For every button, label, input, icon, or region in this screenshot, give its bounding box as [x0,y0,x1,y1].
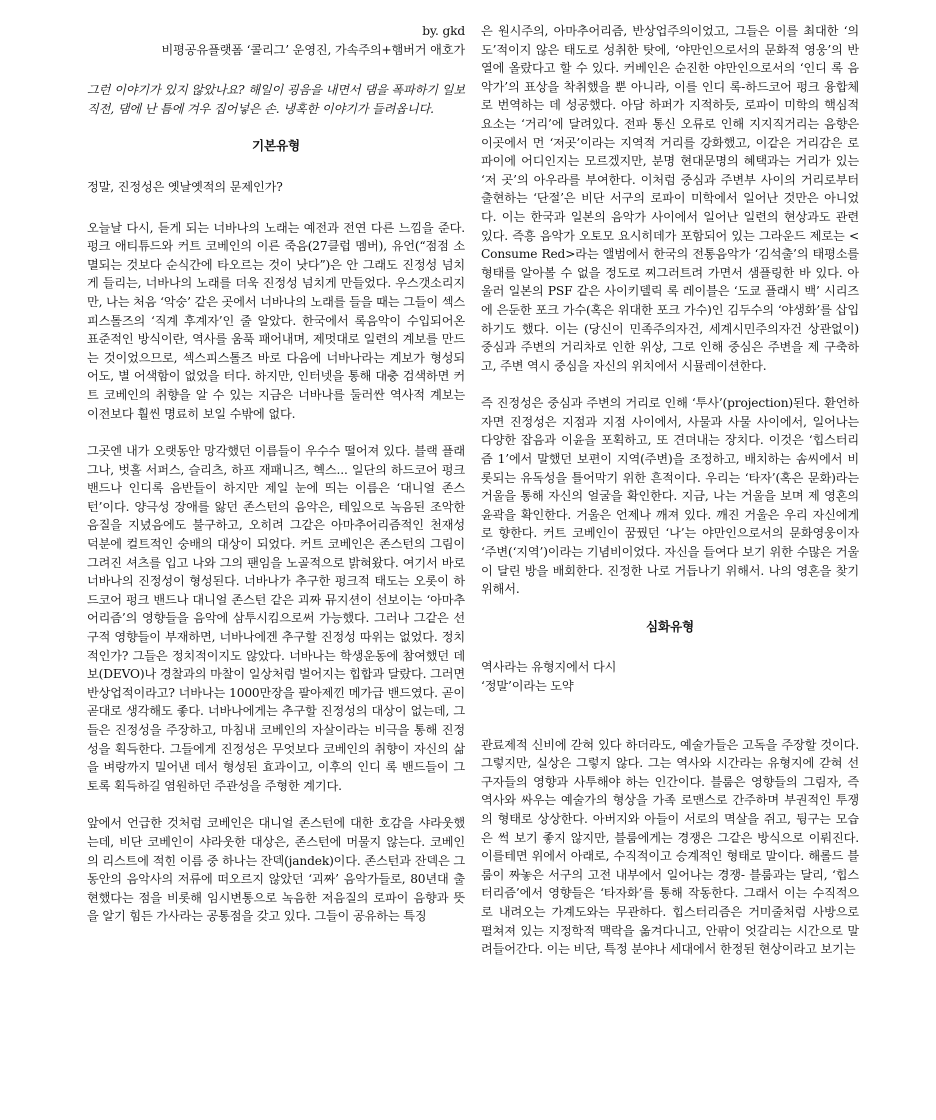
paragraph: 그곳엔 내가 오랫동안 망각했던 이름들이 우수수 떨어져 있다. 블랙 플래그나, 벗홀 서퍼스, 슬리츠, 하프 재패니즈, 혝스... 일단의 하드코어 펑크 밴드나 인디록 음반들이 하지만 제일 눈에 띄는 이름은 ‘대니얼 존스턴’이다. 양극성 장애를 앓던 존스턴의 음악은, 테잎으로 녹음된 조악한 음질을 지녔음에도 불구하고, 오히려 그같은 아마추어리즘적인 천재성 덕분에 컬트적인 숭배의 대상이 되었다. 커트 코베인은 존스턴의 그림이 그려진 셔츠를 입고 나와 그의 팬임을 노골적으로 밝혀왔다. 여기서 바로 너바나의 진정성이 형성된다. 너바나가 추구한 펑크적 태도는 오롯이 하드코어 펑크 밴드나 대니얼 존스턴 같은 괴짜 뮤지션이 선보이는 ‘아마추어리즘’의 영향들을 음악에 삼투시킴으로써 가능했다. 그러나 그같은 선구적 영향들이 부재하면, 너바나에겐 추구할 진정성 따위는 없었다. 정치적인가? 그들은 정치적이지도 않았다. 너바나는 학생운동에 참여했던 데보(DEVO)나 경찰과의 마찰이 일상처럼 벌어지는 힙합과 달랐다. 그러면 반상업적이라고? 너바나는 1000만장을 팔아제낀 메가급 밴드였다. 곧이 곧대로 생각해도 좋다. 너바나에게는 추구할 진정성의 대상이 없는데, 그들은 진정성을 주장하고, 마침내 코베인의 자살이라는 비극을 통해 진정성을 획득한다. 그들에게 진정성은 무엇보다 코베인의 취향이 자신의 삶을 벼랑까지 밀어낸 데서 형성된 효과이고, 이후의 인디 록 밴드들이 그토록 획득하길 염원하던 주관성을 주형한 계기다. [87,444,465,793]
section-question: 정말, 진정성은 옛날옛적의 문제인가? [87,179,283,194]
intro-text: 그런 이야기가 있지 않았나요? 해일이 굉음을 내면서 댐을 폭파하기 일보 직전, 댐에 난 틈에 겨우 집어넣은 손. 냉혹한 이야기가 들려옵니다. [87,83,465,116]
paragraph: 관료제적 신비에 갇혀 있다 하더라도, 예술가들은 고독을 주장할 것이다. 그렇지만, 실상은 그렇지 않다. 그는 역사와 시간라는 유형지에 갇혀 선구자들의 영향과 사투해야 하는 인간이다. 블룸은 영향들의 그림자, 즉 역사와 싸우는 예술가의 형상을 가족 로맨스로 간주하며 부권적인 투쟁의 형태로 상상한다. 아버지와 아들이 서로의 멱살을 쥐고, 뒹구는 모습은 썩 보기 좋지 않지만, 블룸에게는 경쟁은 그같은 방식으로 이뤄진다. 이를테면 위에서 아래로, 수직적이고 승계적인 형태로 말이다. 해롤드 블룸이 짜놓은 서구의 고전 내부에서 일어나는 경쟁- 블룸과는 달리, ‘힙스터리즘’에서 영향들은 ‘타자화’를 통해 작동한다. 그래서 이는 수직적으로 내려오는 가계도와는 무관하다. 힙스터리즘은 거미줄처럼 사방으로 펼쳐져 있는 지정학적 맥락을 옮겨다니고, 안팎이 엇갈리는 시간으로 말려들어간다. 이는 비단, 특정 분야나 세대에서 한정된 현상이라고 보기는 [481,737,859,957]
author: by. gkd [422,24,465,38]
paragraph: 은 원시주의, 아마추어리즘, 반상업주의이었고, 그들은 이를 최대한 ‘의도’적이지 않은 태도로 성취한 탓에, ‘야만인으로서의 문화적 영웅’의 반열에 올랐다고 할 수 있다. 커베인은 순진한 야만인으로서의 ‘인디 록 음악가’의 표상을 착취했을 뿐 아니라, 이를 인디 록-하드코어 펑크 융합체로 번역하는 데 성공했다. 아담 하퍼가 지적하듯, 로파이 미학의 핵심적 요소는 ‘거리’에 달려있다. 전파 통신 오류로 인해 지지직거리는 음향은 이곳에서 먼 ‘저곳’이라는 지역적 거리를 강화했고, 이같은 거리감은 로파이에 어디인지는 모르겠지만, 분명 현대문명의 혜택과는 거리가 있는 ‘저 곳’의 아우라를 부여한다. 이처럼 중심과 주변부 사이의 거리로부터 출현하는 ‘단절’은 비단 서구의 로파이 미학에서 일어난 것만은 아니었다. 이는 한국과 일본의 음악가 사이에서 일어난 일련의 현상과도 관련 있다. 즉흥 음악가 오토모 요시히데가 포함되어 있는 그라운드 제로는 <Consume Red>라는 앨범에서 한국의 전통음악가 ‘김석출’의 태평소를 형태를 알아볼 수 없을 정도로 찌그러트려 가면서 샘플링한 바 있다. 아울러 일본의 PSF 같은 사이키델릭 록 레이블은 ‘도쿄 플래시 백’ 시리즈에 은둔한 포크 가수(혹은 위대한 포크 가수)인 김두수의 ‘야생화’를 삽입하기도 했다. 이는 (당신이 민족주의자건, 세계시민주의자건 상관없이) 중심과 주변의 거리차로 인한 위상, 그로 인해 중심은 주변을 제 구축하고, 주변 역시 중심을 자신의 위치에서 시뮬레이션한다. [481,24,859,373]
question-line-1: 역사라는 유형지에서 다시 [481,660,617,675]
section-heading-advanced: 심화유형 [645,618,695,634]
paragraph: 오늘날 다시, 듣게 되는 너바나의 노래는 예전과 전연 다른 느낌을 준다. 펑크 애티튜드와 커트 코베인의 이른 죽음(27클럽 멤버), 유언(“점점 소멸되는 것보다 순식간에 타오르는 것이 낫다”)은 안 그래도 진정성 넘치게 들리는, 너바나의 노래를 더욱 진정성 넘치게 만들었다. 우스갯소리지만, 나는 처음 ‘악숭’ 같은 곳에서 너바나의 노래를 들을 때는 그들이 섹스피스톨즈의 ‘직계 후계자’인 줄 알았다. 한국에서 록음악이 수입되어온 표준적인 방식이란, 역사를 움푹 패어내며, 제멋대로 일련의 계보를 만드는 것이었으므로, 섹스피스톨즈 바로 다음에 너바나라는 계보가 형성되어도, 별 어색함이 없었을 터다. 하지만, 인터넷을 통해 대충 검색하면 커트 코베인의 취향을 알 수 있는 지금은 너바나를 둘러싼 역사적 계보는 이전보다 훨씬 명료히 보일 수밖에 없다. [87,220,465,421]
paragraph: 앞에서 언급한 것처럼 코베인은 대니얼 존스턴에 대한 호감을 샤라웃했는데, 비단 코베인이 샤라웃한 대상은, 존스턴에 머물지 않는다. 코베인의 리스트에 적힌 이름 중 하나는 잔덱(jandek)이다. 존스턴과 잔덱은 그동안의 음악사의 저류에 떠오르지 않았던 ‘괴짜’ 음악가들로, 80년대 출현했다는 점을 비롯해 임시변통으로 녹음한 저음질의 로파이 음향과 뜻을 알기 힘든 가사라는 공통점을 갖고 있다. 그들이 공유하는 특징 [87,816,465,924]
section-heading-basic: 기본유형 [251,138,301,154]
byline [87,22,465,59]
author-affiliation: 비평공유플랫폼 ‘콜리그’ 운영진, 가속주의+햄버거 애호가 [161,42,465,57]
right-column [481,22,859,978]
left-column [87,22,465,945]
question-line-2: ‘정말’이라는 도약 [481,679,574,693]
section-question [481,658,859,695]
paragraph: 즉 진정성은 중심과 주변의 거리로 인해 ‘투사’(projection)된다. 환언하자면 진정성은 지점과 지점 사이에서, 사물과 사물 사이에서, 일어나는 다양한 잡음과 이윤을 포획하고, 또 견뎌내는 장치다. 이것은 ‘힙스터리즘 1’에서 말했던 보편이 지역(주변)을 조정하고, 배치하는 솜씨에서 비롯되는 유독성을 틀어막기 위한 흔적이다. 우리는 ‘타자’(혹은 문화)라는 거울을 통해 자신의 얼굴을 확인한다. 지금, 나는 거울을 보며 제 영혼의 윤곽을 확인한다. 거울은 언제나 깨져 있다. 깨진 거울은 우리 자신에게로 향한다. 커트 코베인이 꿈꿨던 ‘나’는 야만인으로서의 문화영웅이자 ‘주변(‘지역’)이라는 기념비이었다. 자신을 들여다 보기 위한 수많은 거울이 달린 방을 배회한다. 진정한 나로 거듭나기 위해서. 나의 영혼을 찾기 위해서. [481,396,859,597]
